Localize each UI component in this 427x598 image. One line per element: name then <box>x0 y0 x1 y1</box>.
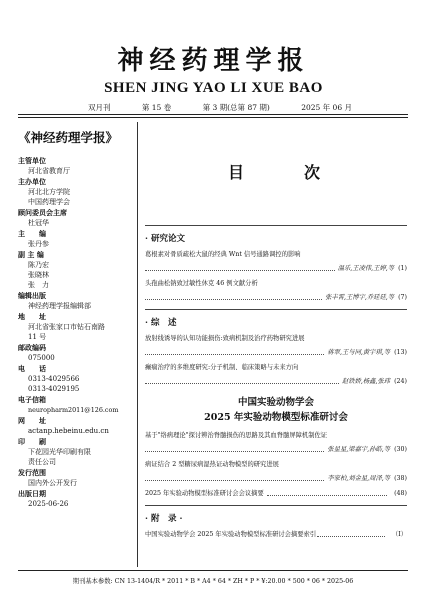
toc-entry-page: (48) <box>394 490 407 497</box>
masthead-block <box>18 343 130 363</box>
toc-entry-page: (24) <box>394 378 407 385</box>
toc-entry-authors: 蒋翠,王与同,黄宇琪,等 <box>327 349 391 356</box>
masthead-label: 主办单位 <box>18 177 46 186</box>
masthead-value: neuropharm2011@126.com <box>28 406 119 414</box>
toc-entry-page: （Ⅰ） <box>391 531 407 538</box>
masthead-value: 责任公司 <box>28 458 56 466</box>
toc-entry-authors: 李家柏,刘金星,周泽,等 <box>327 475 391 482</box>
masthead-label: 主 编 <box>18 229 46 238</box>
toc-entry[interactable] <box>145 250 407 273</box>
toc-entry[interactable] <box>145 530 407 539</box>
toc-entry[interactable] <box>145 334 407 357</box>
masthead-value: 张晓林 <box>28 271 49 279</box>
masthead-value: 0313-4029566 <box>28 375 80 383</box>
section-rule <box>145 505 407 506</box>
volume: 第 15 卷 <box>141 103 172 112</box>
masthead-label: 主管单位 <box>18 156 46 165</box>
toc-entry-authors: 赵铁娇,杨鑫,张玮 <box>341 378 391 385</box>
masthead-block <box>18 156 130 176</box>
toc-entry-title: 癫痫治疗的多维度研究:分子机制、临床策略与未来方向 <box>145 364 299 371</box>
masthead-block <box>18 416 130 436</box>
issue-meta <box>88 102 352 113</box>
masthead-label: 出版日期 <box>18 489 46 498</box>
section-rule <box>145 309 407 310</box>
toc-entry-authors: 张丰霄,王博宇,乔廷廷,等 <box>325 294 395 301</box>
masthead-block <box>18 291 130 311</box>
masthead-value: 河北北方学院 <box>28 188 70 196</box>
section-heading-appendix: · 附 录 · <box>145 514 183 524</box>
journal-title: 神经药理学报 <box>117 46 310 76</box>
masthead-label: 发行范围 <box>18 468 46 477</box>
masthead-value: 下花园光华印刷有限 <box>28 448 91 456</box>
masthead-value: 075000 <box>28 354 55 362</box>
journal-pinyin: SHEN JING YAO LI XUE BAO <box>104 80 323 96</box>
masthead-label: 印 刷 <box>18 437 46 446</box>
masthead-value: 张丹参 <box>28 240 49 248</box>
toc-entry-page: (38) <box>394 475 407 482</box>
toc-entry[interactable] <box>145 279 407 302</box>
masthead-label: 编辑出版 <box>18 291 46 300</box>
toc-entry[interactable] <box>145 363 407 386</box>
masthead-value: 中国药理学会 <box>28 198 70 206</box>
top-rule <box>18 114 408 115</box>
masthead-block <box>18 229 130 249</box>
contents-column <box>145 122 407 539</box>
masthead-block <box>18 437 130 467</box>
masthead-value: 神经药理学报编辑部 <box>28 302 91 310</box>
bottom-rule <box>18 570 408 571</box>
masthead-journal-name: 《神经药理学报》 <box>18 130 119 145</box>
masthead-block <box>18 208 130 228</box>
conference-heading: 中国实验动物学会 2025 年实验动物模型标准研讨会 <box>204 397 348 423</box>
column-divider <box>137 122 138 567</box>
masthead-column <box>18 122 130 510</box>
toc-entry-page: (7) <box>398 294 407 301</box>
masthead-value: 河北省教育厅 <box>28 167 70 175</box>
toc-entry-title: 葛根素对骨质疏松大鼠的经典 Wnt 信号通路调控的影响 <box>145 251 301 258</box>
masthead-block <box>18 177 130 207</box>
masthead-label: 电 话 <box>18 364 46 373</box>
masthead-value: 河北省张家口市钻石南路 <box>28 323 105 331</box>
toc-entry-title: 2025 年实验动物模型标准研讨会会议摘要 <box>145 490 264 497</box>
pub-date: 2025 年 06 月 <box>301 103 352 112</box>
toc-entry-authors: 张星星,梁嘉宇,孙皓,等 <box>327 446 391 453</box>
contents-heading: 目 次 <box>227 163 342 182</box>
masthead-value: 11 号 <box>28 333 47 341</box>
masthead-block <box>18 395 130 415</box>
masthead-label: 顾问委员会主席 <box>18 208 67 217</box>
masthead-value: actanp.hebeinu.edu.cn <box>28 427 109 435</box>
journal-parameters: 期刊基本参数: CN 13-1404/R * 2011 * B * A4 * 64 * ZH * P * ¥:20.00 * 500 * 06 * 2025-06 <box>72 578 354 585</box>
masthead-value: 0313-4029195 <box>28 385 80 393</box>
masthead-value: 张 力 <box>28 281 49 289</box>
masthead-label: 网 址 <box>18 416 46 425</box>
toc-entry-authors: 温乐,王凌伟,王婷,等 <box>337 265 395 272</box>
toc-entry-page: (30) <box>394 446 407 453</box>
masthead-value: 2025-06-26 <box>28 500 69 508</box>
section-rule <box>145 225 407 226</box>
masthead-block <box>18 312 130 342</box>
toc-entry-page: (13) <box>394 349 407 356</box>
masthead-value: 陈乃宏 <box>28 261 49 269</box>
top-rule-thin <box>18 117 408 118</box>
section-heading-review: · 综 述 <box>145 318 177 328</box>
toc-entry-title: 病证结合 2 型糖尿病湿热证动物模型的研究进展 <box>145 461 279 468</box>
toc-entry-title: 中国实验动物学会 2025 年实验动物模型标准研讨会摘要索引 <box>145 531 317 538</box>
masthead-label: 邮政编码 <box>18 343 46 352</box>
masthead-value: 国内外公开发行 <box>28 479 77 487</box>
issue: 第 3 期(总第 87 期) <box>202 103 270 112</box>
toc-entry-title: 基于"络病理论"探讨辨治脊髓损伤的思路及其血脊髓屏障机制佐证 <box>145 432 328 439</box>
masthead-label: 副 主 编 <box>18 250 44 259</box>
section-heading-research: · 研究论文 <box>145 234 185 244</box>
toc-entry[interactable] <box>145 431 407 454</box>
toc-entry-page: (1) <box>398 265 407 272</box>
toc-entry[interactable] <box>145 460 407 483</box>
masthead-block <box>18 489 130 509</box>
masthead-label: 电子信箱 <box>18 395 46 404</box>
masthead-block <box>18 250 130 290</box>
frequency: 双月刊 <box>88 103 111 112</box>
toc-entry-title: 头孢曲松钠致过敏性休克 46 例文献分析 <box>145 280 258 287</box>
toc-entry-title: 放射线诱导的认知功能损伤:致病机制及治疗药物研究进展 <box>145 335 305 342</box>
masthead-label: 地 址 <box>18 312 46 321</box>
toc-entry[interactable] <box>145 489 407 498</box>
masthead-value: 杜冠华 <box>28 219 49 227</box>
masthead-block <box>18 468 130 488</box>
masthead-block <box>18 364 130 394</box>
